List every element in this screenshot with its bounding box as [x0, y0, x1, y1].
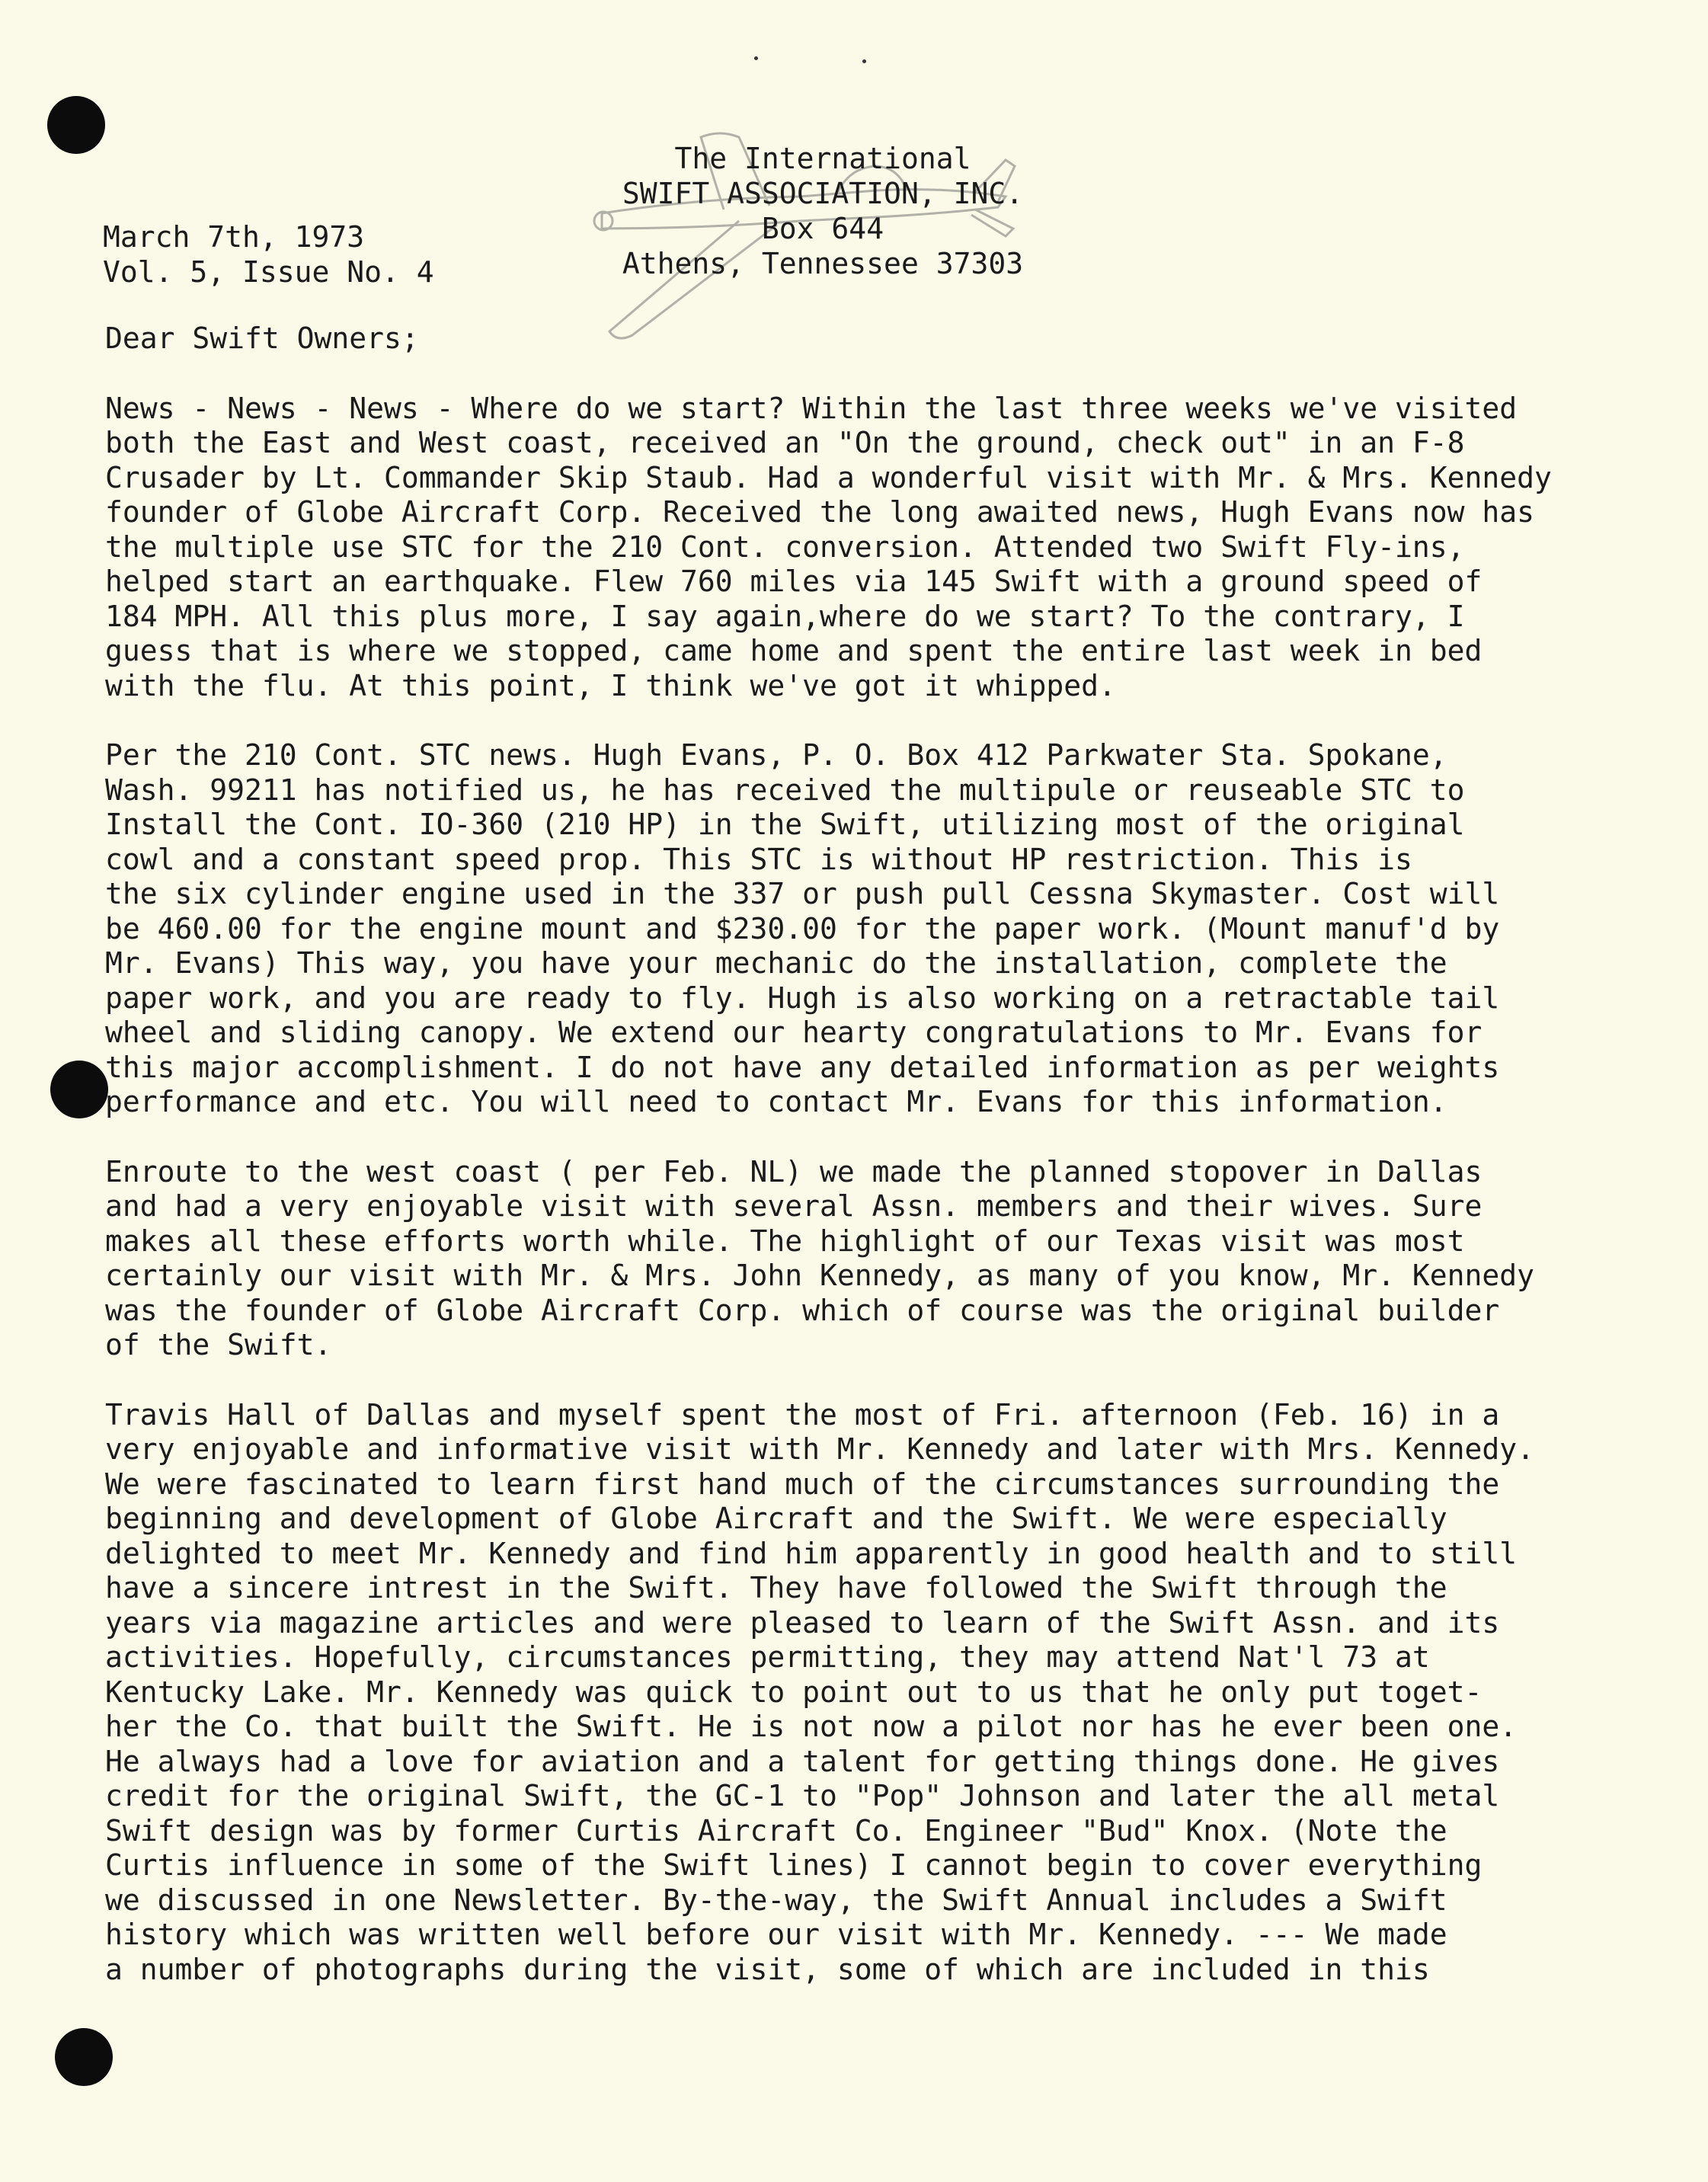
- salutation: Dear Swift Owners;: [105, 322, 419, 355]
- letterhead-box: Box 644: [761, 212, 884, 245]
- letterhead-association-name: SWIFT ASSOCIATION, INC.: [622, 177, 1024, 210]
- paragraph-kennedy-visit: Travis Hall of Dallas and myself spent the most of Fri. afternoon (Feb. 16) in a very enjoyable and informative visit with Mr. Kennedy and later with Mrs. Kennedy. We were fascinated to learn first hand much of the circumstances surrounding the beginning and development of Globe Aircraft and the Swift. We were especially delighted to meet Mr. Kennedy and find him apparently in good health and to still have a sincere intrest in the Swift. They have followed the Swift through the years via magazine articles and were pleased to learn of the Swift Assn. and its activities. Hopefully, circumstances permitting, they may attend Nat'l 73 at Kentucky Lake. Mr. Kennedy was quick to point out to us that he only put toget- her the Co. that built the Swift. He is not now a pilot nor has he ever been one. He always had a love for aviation and a talent for getting things done. He gives credit for the original Swift, the GC-1 to "Pop" Johnson and later the all metal Swift design was by former Curtis Aircraft Co. Engineer "Bud" Knox. (Note the Curtis influence in some of the Swift lines) I cannot begin to cover everything we discussed in one Newsletter. By-the-way, the Swift Annual includes a Swift history which was written well before our visit with Mr. Kennedy. --- We made a number of photographs during the visit, some of which are included in this: [105, 1397, 1534, 1986]
- paper-speck: [754, 56, 758, 60]
- letterhead-address: Athens, Tennessee 37303: [622, 247, 1024, 280]
- paper-speck: [862, 59, 866, 63]
- issue-date: March 7th, 1973: [103, 220, 365, 254]
- punch-hole-middle: [50, 1061, 108, 1118]
- paragraph-news: News - News - News - Where do we start? Within the last three weeks we've visited both the East and West coast, received an "On the ground, check out" in an F-8 Crusader by Lt. Commander Skip Staub. Had a wonderful visit with Mr. & Mrs. Kennedy founder of Globe Aircraft Corp. Received the long awaited news, Hugh Evans now has the multiple use STC for the 210 Cont. conversion. Attended two Swift Fly-ins, helped start an earthquake. Flew 760 miles via 145 Swift with a ground speed of 184 MPH. All this plus more, I say again,where do we start? To the contrary, I guess that is where we stopped, came home and spent the entire last week in bed with the flu. At this point, I think we've got it whipped.: [105, 391, 1552, 702]
- punch-hole-top: [47, 96, 105, 154]
- paragraph-stc-news: Per the 210 Cont. STC news. Hugh Evans, P. O. Box 412 Parkwater Sta. Spokane, Wash. 99211 has notified us, he has received the multipule or reuseable STC to Install the Cont. IO-360 (210 HP) in the Swift, utilizing most of the original cowl and a constant speed prop. This STC is without HP restriction. This is the six cylinder engine used in the 337 or push pull Cessna Skymaster. Cost will be 460.00 for the engine mount and $230.00 for the paper work. (Mount manuf'd by Mr. Evans) This way, you have your mechanic do the installation, complete the paper work, and you are ready to fly. Hugh is also working on a retractable tail wheel and sliding canopy. We extend our hearty congratulations to Mr. Evans for this major accomplishment. I do not have any detailed information as per weights performance and etc. You will need to contact Mr. Evans for this information.: [105, 738, 1500, 1118]
- paragraph-dallas-visit: Enroute to the west coast ( per Feb. NL) we made the planned stopover in Dallas and had a very enjoyable visit with several Assn. members and their wives. Sure makes all these efforts worth while. The highlight of our Texas visit was most certainly our visit with Mr. & Mrs. John Kennedy, as many of you know, Mr. Kennedy was the founder of Globe Aircraft Corp. which of course was the original builder of the Swift.: [105, 1154, 1534, 1361]
- letter-body: [105, 322, 1568, 2022]
- issue-volume: Vol. 5, Issue No. 4: [103, 255, 434, 289]
- punch-hole-bottom: [55, 2028, 113, 2086]
- letterhead: [533, 141, 1112, 281]
- issue-info: [103, 219, 434, 290]
- letterhead-line-1: The International: [674, 142, 971, 175]
